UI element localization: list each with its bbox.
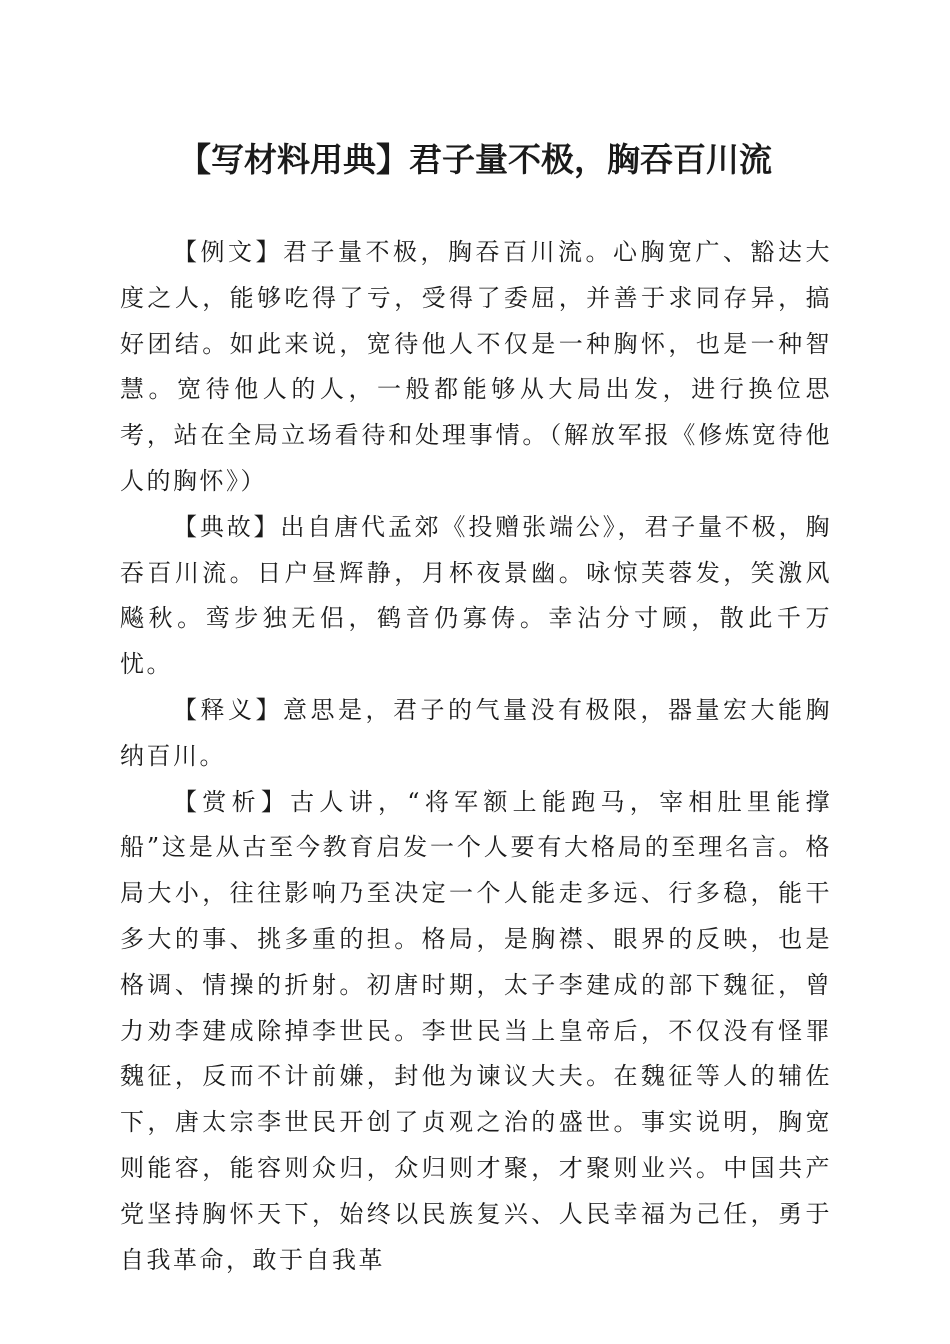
paragraph-meaning: 【释义】意思是，君子的气量没有极限，器量宏大能胸纳百川。 xyxy=(120,695,832,770)
document-title: 【写材料用典】君子量不极，胸吞百川流 xyxy=(178,140,772,179)
paragraph-appreciation: 【赏析】古人讲，“将军额上能跑马，宰相肚里能撑船”这是从古至今教育启发一个人要有大格局的至理名言。格局大小，往往影响乃至决定一个人能走多远、行多稳，能干多大的事、挑多重的担。格局，是胸襟、眼界的反映，也是格调、情操的折射。初唐时期，太子李建成的部下魏征，曾力劝李建成除掉李世民。李世民当上皇帝后，不仅没有怪罪魏征，反而不计前嫌，封他为谏议大夫。在魏征等人的辅佐下，唐太宗李世民开创了贞观之治的盛世。事实说明，胸宽则能容，能容则众归，众归则才聚，才聚则业兴。中国共产党坚持胸怀天下，始终以民族复兴、人民幸福为己任，勇于自我革命，敢于自我革 xyxy=(120,787,832,1274)
document-body xyxy=(120,230,832,1283)
paragraph-allusion: 【典故】出自唐代孟郊《投赠张端公》，君子量不极，胸吞百川流。日户昼辉静，月杯夜景幽。咏惊芙蓉发，笑激风飚秋。鸾步独无侣，鹤音仍寡俦。幸沾分寸顾，散此千万忧。 xyxy=(120,512,832,679)
paragraph-example: 【例文】君子量不极，胸吞百川流。心胸宽广、豁达大度之人，能够吃得了亏，受得了委屈，并善于求同存异，搞好团结。如此来说，宽待他人不仅是一种胸怀，也是一种智慧。宽待他人的人，一般都能够从大局出发，进行换位思考，站在全局立场看待和处理事情。（解放军报《修炼宽待他人的胸怀》） xyxy=(120,238,832,495)
